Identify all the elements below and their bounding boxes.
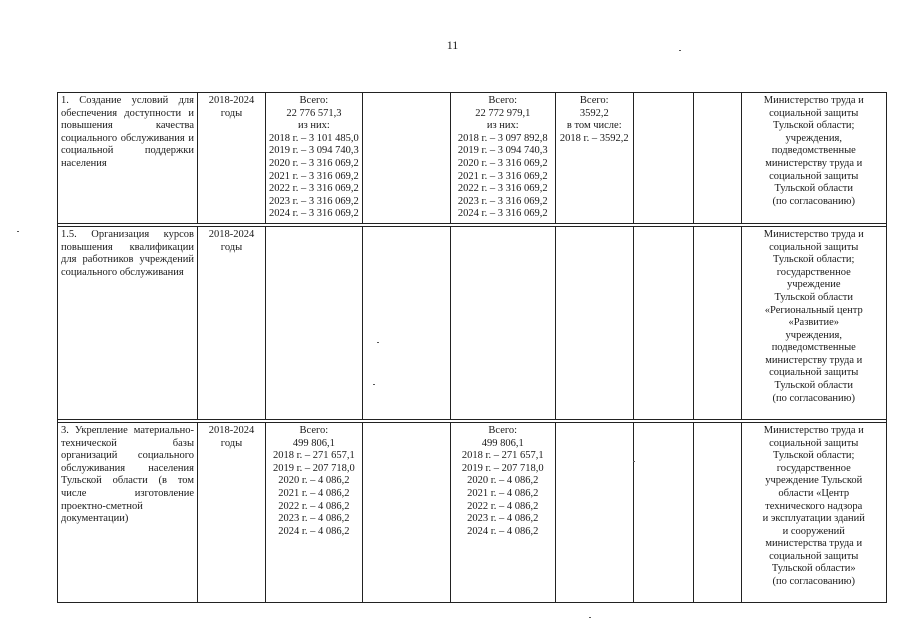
executor-line: подведомственные xyxy=(771,145,856,157)
funding-line: из них: xyxy=(486,120,519,132)
executor-line: министерства труда и xyxy=(765,538,863,550)
activity-name: 1.5. Организация курсов повышения квалификации для работников учреждений социального обслуживания xyxy=(58,226,198,419)
regional-funding-cell xyxy=(450,422,555,602)
table-row xyxy=(58,226,887,419)
period-cell: 2018-2024 годы xyxy=(198,93,266,224)
executor-line: социальной защиты xyxy=(769,437,859,449)
funding-line: 22 772 979,1 xyxy=(475,107,531,119)
funding-line: в том числе: xyxy=(566,120,622,132)
funding-line: 2023 г. – 4 086,2 xyxy=(278,513,350,525)
executor-line: Министерство труда и xyxy=(763,424,864,436)
period-cell: 2018-2024 годы xyxy=(198,226,266,419)
scan-speck xyxy=(679,50,681,51)
executor-line: учреждение Тульской xyxy=(765,475,863,487)
executor-line: учреждения, xyxy=(785,329,842,341)
page-number: 11 xyxy=(446,38,459,52)
executor-line: области «Центр xyxy=(778,487,850,499)
federal-funding-cell xyxy=(362,422,450,602)
executor-line: и сооружений xyxy=(782,525,845,537)
scan-speck xyxy=(17,231,19,232)
executor-line: Министерство труда и xyxy=(763,95,864,106)
executor-line: и эксплуатации зданий xyxy=(762,513,865,525)
funding-line: 2020 г. – 3 316 069,2 xyxy=(457,157,548,169)
funding-line: 2023 г. – 3 316 069,2 xyxy=(269,195,359,207)
local-funding-cell xyxy=(555,226,633,419)
funding-line: 2023 г. – 4 086,2 xyxy=(467,513,539,525)
extra-funding-cell xyxy=(633,422,693,602)
funding-line: 2021 г. – 4 086,2 xyxy=(278,487,350,499)
regional-funding-cell xyxy=(450,93,555,224)
executor-line: государственное xyxy=(776,462,851,474)
table-row xyxy=(58,93,887,224)
funding-line: Всего: xyxy=(579,95,609,106)
funding-line: Всего: xyxy=(299,424,329,436)
executor-cell xyxy=(741,93,886,224)
executor-line: Тульской области» xyxy=(771,563,856,575)
funding-line: 2024 г. – 4 086,2 xyxy=(278,525,350,537)
funding-line: 22 776 571,3 xyxy=(286,107,342,119)
executor-line: учреждения, xyxy=(785,132,842,144)
funding-line: 2024 г. – 4 086,2 xyxy=(467,525,539,537)
executor-line: (по согласованию) xyxy=(772,392,856,404)
executor-line: социальной защиты xyxy=(769,550,859,562)
executor-line: социальной защиты xyxy=(769,241,859,253)
funding-line: 2022 г. – 4 086,2 xyxy=(467,500,539,512)
funding-line: 2018 г. – 3592,2 xyxy=(559,132,629,144)
funding-line: 3592,2 xyxy=(579,107,609,119)
scan-speck xyxy=(633,461,635,462)
period-cell: 2018-2024 годы xyxy=(198,422,266,602)
funding-line: 2021 г. – 4 086,2 xyxy=(467,487,539,499)
executor-line: (по согласованию) xyxy=(772,195,856,207)
funding-line: из них: xyxy=(297,120,330,132)
executor-line: «Региональный центр xyxy=(764,304,863,316)
scan-speck xyxy=(377,342,379,343)
funding-line: 2018 г. – 3 097 892,8 xyxy=(457,132,548,144)
local-funding-cell xyxy=(555,422,633,602)
executor-line: государственное xyxy=(776,266,851,278)
funding-line: 2024 г. – 3 316 069,2 xyxy=(269,208,359,220)
funding-line: 2019 г. – 3 094 740,3 xyxy=(269,145,359,157)
funding-line: 2019 г. – 3 094 740,3 xyxy=(457,145,548,157)
funding-line: 2020 г. – 3 316 069,2 xyxy=(269,157,359,169)
funding-line: 2022 г. – 4 086,2 xyxy=(278,500,350,512)
funding-line: Всего: xyxy=(488,424,518,436)
funding-line: 2023 г. – 3 316 069,2 xyxy=(457,195,548,207)
extra-funding-cell xyxy=(693,226,741,419)
executor-line: Тульской области; xyxy=(773,254,855,266)
funding-line: 2022 г. – 3 316 069,2 xyxy=(269,183,359,195)
funding-line: 2019 г. – 207 718,0 xyxy=(272,462,355,474)
program-table xyxy=(57,92,887,603)
federal-funding-cell xyxy=(362,93,450,224)
scan-speck xyxy=(589,617,591,618)
local-funding-cell xyxy=(555,93,633,224)
executor-line: Тульской области xyxy=(774,183,854,195)
executor-line: технического надзора xyxy=(765,500,863,512)
executor-line: «Развитие» xyxy=(788,317,840,329)
funding-line: 2024 г. – 3 316 069,2 xyxy=(457,208,548,220)
funding-line: 2022 г. – 3 316 069,2 xyxy=(457,183,548,195)
scan-speck xyxy=(373,384,375,385)
executor-line: Тульской области; xyxy=(773,450,855,462)
extra-funding-cell xyxy=(693,422,741,602)
total-funding-cell xyxy=(266,93,363,224)
funding-line: 2021 г. – 3 316 069,2 xyxy=(269,170,359,182)
extra-funding-cell xyxy=(693,93,741,224)
activity-name: 3. Укрепление материально-технической базы организаций социального обслуживания населения Тульской области (в том числе изготовление проектно-сметной документации) xyxy=(58,422,198,602)
executor-line: Тульской области; xyxy=(773,120,855,132)
funding-line: Всего: xyxy=(299,95,329,106)
executor-line: социальной защиты xyxy=(769,107,859,119)
executor-line: Тульской области xyxy=(774,291,854,303)
total-funding-cell xyxy=(266,422,363,602)
executor-line: учреждение xyxy=(786,279,841,291)
executor-line: министерству труда и xyxy=(765,354,863,366)
funding-line: Всего: xyxy=(488,95,518,106)
executor-line: Министерство труда и xyxy=(763,228,864,240)
funding-line: 2020 г. – 4 086,2 xyxy=(278,475,350,487)
funding-line: 499 806,1 xyxy=(481,437,524,449)
executor-cell xyxy=(741,422,886,602)
funding-line: 499 806,1 xyxy=(292,437,335,449)
activity-name: 1. Создание условий для обеспечения доступности и повышения качества социального обслуживания и социальной поддержки населения xyxy=(58,93,198,224)
funding-line: 2019 г. – 207 718,0 xyxy=(461,462,544,474)
funding-line: 2021 г. – 3 316 069,2 xyxy=(457,170,548,182)
executor-line: Тульской области xyxy=(774,380,854,392)
funding-line: 2018 г. – 3 101 485,0 xyxy=(269,132,359,144)
executor-cell xyxy=(741,226,886,419)
funding-line: 2020 г. – 4 086,2 xyxy=(467,475,539,487)
regional-funding-cell xyxy=(450,226,555,419)
executor-line: подведомственные xyxy=(771,342,856,354)
funding-line: 2018 г. – 271 657,1 xyxy=(461,450,544,462)
executor-line: социальной защиты xyxy=(769,367,859,379)
extra-funding-cell xyxy=(633,93,693,224)
executor-line: социальной защиты xyxy=(769,170,859,182)
executor-line: (по согласованию) xyxy=(772,576,856,588)
total-funding-cell xyxy=(266,226,363,419)
executor-line: министерству труда и xyxy=(765,157,863,169)
funding-line: 2018 г. – 271 657,1 xyxy=(272,450,355,462)
federal-funding-cell xyxy=(362,226,450,419)
table-row xyxy=(58,422,887,602)
extra-funding-cell xyxy=(633,226,693,419)
